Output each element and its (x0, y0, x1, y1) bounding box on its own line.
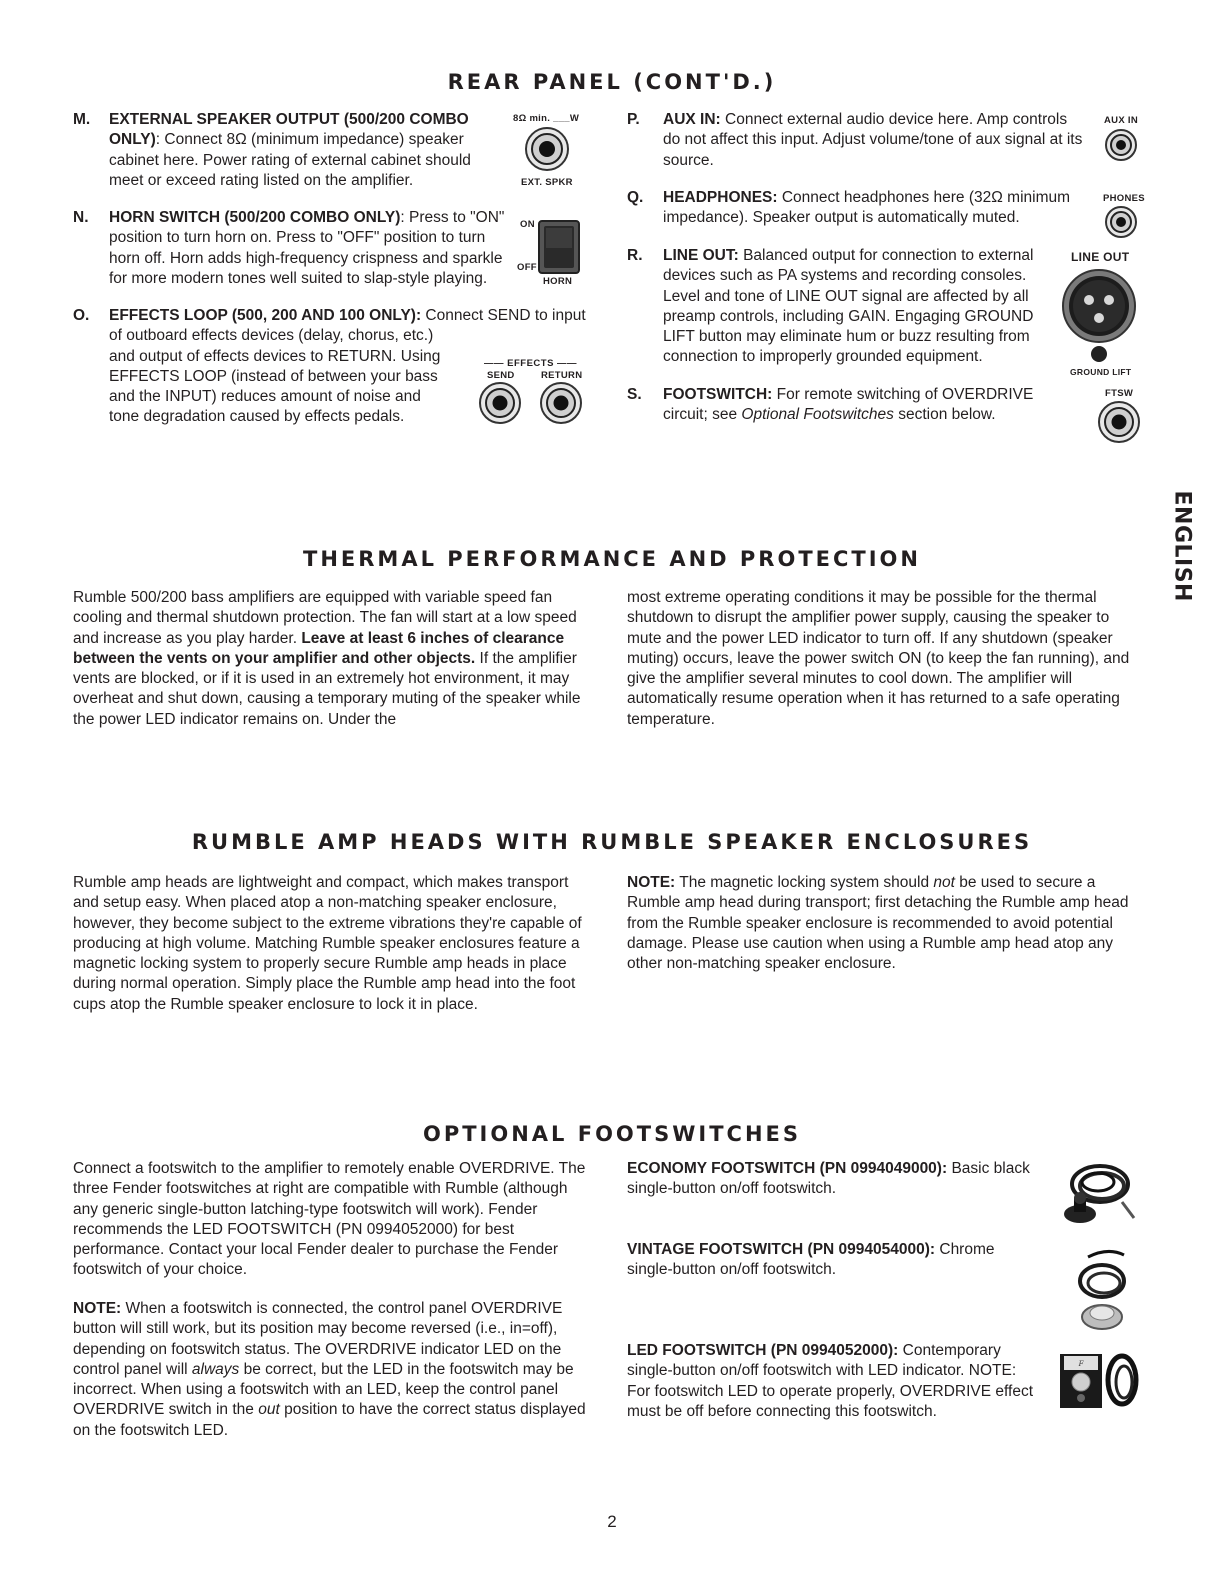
item-text-italic: Optional Footswitches (741, 406, 894, 424)
product-title: ECONOMY FOOTSWITCH (PN 0994049000): (627, 1160, 948, 1177)
heads-heading: RUMBLE AMP HEADS WITH RUMBLE SPEAKER ENCLOSURES (191, 830, 1033, 854)
send-label: SEND (487, 370, 515, 381)
item-title-spacer: EFFECTS LOOP (500, 200 AND 100 ONLY): (109, 307, 422, 324)
note-text-b: be correct, but the LED in the footswitch may be incorrect. When using a footswitch with an LED, keep the control panel OVERDRIVE switch in the (73, 1360, 574, 1419)
send-jack-icon (478, 381, 522, 425)
return-jack-icon (539, 381, 583, 425)
item-letter: Q. (627, 189, 644, 206)
aux-in-jack-icon (1104, 128, 1138, 162)
item-title: FOOTSWITCH: (663, 386, 773, 403)
heads-right-paragraph (627, 873, 1139, 974)
thermal-text-after: If the amplifier vents are blocked, or if it is used in an extremely hot environment, it may overheat and shut down, causing a temporary muting of the speaker while the power LED indicator remains on. Under the (73, 649, 581, 728)
item-title: EXTERNAL SPEAKER OUTPUT (500/200 COMBO ONLY) (109, 111, 469, 149)
note-text: When a footswitch is connected, the control panel OVERDRIVE button will still work, but its position may become reversed (i.e., in=off), depending on footswitch status. The OVERDRIVE indicator LED on the control panel will (73, 1300, 563, 1378)
footswitches-heading: OPTIONAL FOOTSWITCHES (422, 1122, 801, 1146)
item-text-end: section below. (893, 406, 996, 424)
xlr-connector-icon (1061, 268, 1137, 344)
note-text-end: be used to secure a Rumble amp head during transport; first detaching the Rumble amp head from the Rumble speaker enclosure is recommended to avoid potential damage. Please use caution when using a Rumble amp head atop any other non-matching speaker enclosure. (627, 874, 1129, 973)
thermal-heading: THERMAL PERFORMANCE AND PROTECTION (303, 547, 921, 571)
ftsw-label: FTSW (1105, 388, 1134, 399)
footswitch-intro-paragraph: Connect a footswitch to the amplifier to remotely enable OVERDRIVE. The three Fender footswitches at right are compatible with Rumble (although any generic single-button latching-type footswitch will work). Fender recommends the LED FOOTSWITCH (PN 0994052000) for best performance. Contact your local Fender dealer to purchase the Fender footswitch of your choice. (73, 1160, 586, 1279)
item-text: Balanced output for connection to external devices such as PA systems and recording consoles. Level and tone of LINE OUT signal are affected by all preamp controls, including GAIN. Engaging GROUND LIFT button may eliminate hum or buzz resulting from connection to improperly grounded equipment. (663, 247, 1034, 366)
note-label: NOTE: (73, 1300, 122, 1317)
rear-panel-heading: REAR PANEL (CONT'D.) (447, 70, 777, 94)
product-text: Basic black single-button on/off footswitch. (627, 1160, 1030, 1198)
led-footswitch-paragraph (627, 1341, 1037, 1422)
aux-in-label: AUX IN (1104, 115, 1138, 126)
effects-label: —— EFFECTS —— (484, 358, 578, 369)
vintage-footswitch-paragraph (627, 1240, 1037, 1281)
product-text: Contemporary single-button on/off footswitch with LED indicator. NOTE: For footswitch LED to operate properly, OVERDRIVE effect must be off before connecting this footswitch. (627, 1342, 1034, 1420)
item-letter: N. (73, 209, 89, 226)
led-footswitch-image (1058, 1350, 1142, 1412)
product-title: LED FOOTSWITCH (PN 0994052000): (627, 1342, 899, 1359)
horn-label: HORN (543, 276, 573, 287)
note-italic-2: out (258, 1401, 280, 1419)
page-number: 2 (607, 1512, 617, 1531)
note-text-c: position to have the correct status displayed on the footswitch LED. (73, 1401, 586, 1439)
thermal-bold-text: Leave at least 6 inches of clearance between the vents on your amplifier and other objects. (73, 629, 565, 667)
ext-spkr-label: EXT. SPKR (521, 177, 573, 188)
footswitch-note-paragraph (73, 1299, 587, 1441)
item-text: Connect headphones here (32Ω minimum impedance). Speaker output is automatically muted. (663, 189, 1071, 227)
item-text: For remote switching of OVERDRIVE circuit; see (663, 386, 1034, 424)
item-title: AUX IN: (663, 111, 721, 128)
ext-speaker-jack-icon (524, 126, 570, 172)
item-title: HORN SWITCH (500/200 COMBO ONLY) (109, 209, 401, 226)
item-letter: M. (73, 111, 91, 128)
ext-min-label: 8Ω min. ___W (513, 113, 580, 124)
ground-lift-label: GROUND LIFT (1070, 367, 1132, 377)
note-italic: not (933, 874, 955, 891)
horn-switch-icon (538, 220, 580, 274)
on-label: ON (520, 219, 535, 230)
product-title: VINTAGE FOOTSWITCH (PN 0994054000): (627, 1241, 936, 1258)
economy-footswitch-paragraph (627, 1159, 1037, 1200)
item-letter: S. (627, 386, 642, 403)
item-title: LINE OUT: (663, 247, 739, 264)
product-text: Chrome single-button on/off footswitch. (627, 1241, 995, 1279)
phones-label: PHONES (1103, 193, 1145, 204)
thermal-left-paragraph (73, 588, 587, 730)
item-text: Connect SEND to input of outboard effects devices (delay, chorus, etc.) and output of effects devices to RETURN. Using EFFECTS LOOP (instead of between your bass and the INPUT) reduces amount of noise and tone degradation caused by effects pedals. (109, 307, 586, 426)
heads-left-paragraph: Rumble amp heads are lightweight and compact, which makes transport and setup easy. When placed atop a non-matching speaker enclosure, however, they become subject to the extreme vibrations they're capable of producing at high volume. Matching Rumble speaker enclosures feature a magnetic locking system to properly secure Rumble amp heads in place during normal operation. Simply place the Rumble amp head into the foot cups atop the Rumble speaker enclosure to lock it in place. (73, 874, 582, 1013)
item-text: : Connect 8Ω (minimum impedance) speaker cabinet here. Power rating of external cabinet should meet or exceed rating listed on the amplifier. (109, 131, 471, 189)
vintage-footswitch-image (1068, 1247, 1134, 1333)
svg-text:F: F (1078, 1360, 1084, 1368)
footswitch-jack-icon (1097, 400, 1141, 444)
item-letter: O. (73, 307, 90, 324)
note-italic: always (191, 1360, 240, 1378)
ground-lift-button-icon (1090, 345, 1108, 363)
item-text: : Press to "ON" position to turn horn on. Press to "OFF" position to turn horn off. Horn adds high-frequency crispness and sparkle for more modern tones well suited to slap-style playing. (109, 209, 505, 287)
thermal-text: Rumble 500/200 bass amplifiers are equipped with variable speed fan cooling and thermal shutdown protection. The fan will start at a low speed and increase as you play harder. (73, 589, 577, 647)
item-letter: R. (627, 247, 643, 264)
note-text: The magnetic locking system should (675, 874, 934, 891)
language-tab: ENGLISH (1169, 490, 1195, 602)
return-label: RETURN (541, 370, 583, 381)
item-text: Connect external audio device here. Amp controls do not affect this input. Adjust volume/tone of aux signal at its source. (663, 111, 1083, 169)
note-label: NOTE: (627, 874, 676, 891)
off-label: OFF (517, 262, 537, 273)
economy-footswitch-image (1058, 1158, 1142, 1228)
item-letter: P. (627, 111, 640, 128)
line-out-label: LINE OUT (1071, 250, 1130, 264)
item-title: HEADPHONES: (663, 189, 778, 206)
thermal-right-paragraph: most extreme operating conditions it may be possible for the thermal shutdown to disrupt the amplifier power supply, causing the speaker to mute and the power LED indicator to turn off. If any shutdown (speaker muting) occurs, leave the power switch ON (to keep the fan running), and give the amplifier several minutes to cool down. The amplifier will automatically resume operation when it has returned to a safe operating temperature. (627, 589, 1130, 728)
phones-jack-icon (1104, 205, 1138, 239)
